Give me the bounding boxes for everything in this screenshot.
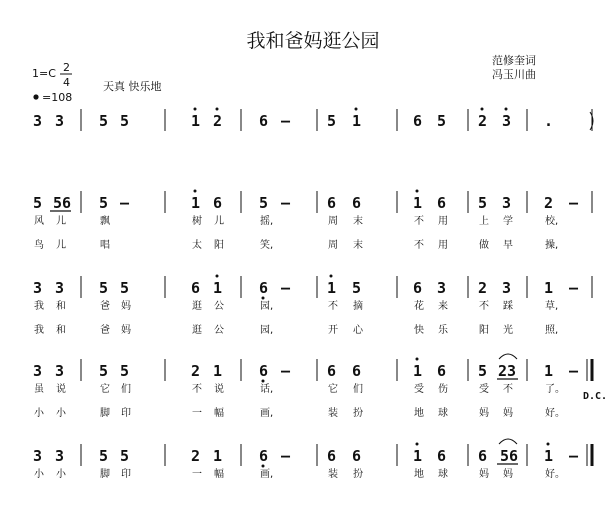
note: 1 [544, 362, 554, 380]
note: 5 [99, 447, 109, 465]
lyric-syllable: 妈 [503, 408, 513, 419]
note: 6 [352, 447, 362, 465]
note: 6 [478, 447, 488, 465]
extension-dash: – [281, 447, 291, 465]
extension-dash: – [281, 279, 291, 297]
lyric-syllable: 地 [414, 469, 424, 480]
extension-dash: – [569, 447, 579, 465]
lyric-syllable: 我 [34, 325, 44, 336]
lyric-syllable: 妈 [503, 469, 513, 480]
lyric-syllable: 鸟 [34, 240, 44, 251]
note: 5 [99, 194, 109, 212]
lyric-syllable: 一 [192, 469, 202, 480]
octave-down-dot [262, 297, 265, 300]
octave-up-dot [416, 443, 419, 446]
tempo-marking: =108 [42, 91, 73, 104]
lyricist-credit: 范修奎词 [492, 54, 536, 67]
lyric-syllable: 妈 [121, 325, 131, 336]
lyric-syllable: 印 [121, 408, 131, 419]
lyric-syllable: 它 [100, 384, 110, 395]
lyric-syllable: 好。 [545, 469, 565, 480]
lyric-syllable: 脚 [100, 469, 110, 480]
octave-up-dot [330, 275, 333, 278]
lyric-syllable: 幅 [214, 408, 224, 419]
slur-mark [499, 439, 517, 444]
lyric-syllable: 儿 [56, 216, 66, 227]
note: 5 [120, 362, 130, 380]
lyric-syllable: 话, [260, 384, 274, 395]
note: 6 [352, 362, 362, 380]
lyric-syllable: 园, [260, 325, 274, 336]
lyric-syllable: 小 [34, 469, 44, 480]
note: 3 [55, 362, 65, 380]
lyric-syllable: 不 [192, 384, 202, 395]
note: 56 [53, 194, 72, 212]
lyric-syllable: 周 [328, 240, 338, 251]
note: 5 [33, 194, 43, 212]
lyric-syllable: 操, [545, 240, 559, 251]
octave-up-dot [355, 108, 358, 111]
lyric-syllable: 脚 [100, 408, 110, 419]
lyric-syllable: 用 [438, 216, 448, 227]
lyric-syllable: 爸 [100, 301, 110, 312]
lyric-syllable: 不 [479, 301, 489, 312]
lyric-syllable: 和 [56, 325, 66, 336]
note: 6 [327, 447, 337, 465]
lyric-syllable: 说 [214, 384, 224, 395]
lyric-syllable: 扮 [353, 408, 363, 419]
lyric-syllable: 儿 [56, 240, 66, 251]
note: 5 [478, 194, 488, 212]
notation-staff [33, 108, 593, 481]
lyric-syllable: 逛 [192, 301, 202, 312]
quarter-note-icon [33, 94, 38, 99]
lyric-syllable: 扮 [353, 469, 363, 480]
octave-up-dot [547, 443, 550, 446]
lyric-syllable: 球 [438, 408, 448, 419]
extension-dash: – [569, 194, 579, 212]
note: 6 [437, 194, 447, 212]
lyric-syllable: 周 [328, 216, 338, 227]
lyric-syllable: 幅 [214, 469, 224, 480]
note: 2 [544, 194, 554, 212]
note: 2 [478, 112, 488, 130]
note: 6 [327, 362, 337, 380]
lyric-syllable: 和 [56, 301, 66, 312]
note: 2 [478, 279, 488, 297]
lyric-syllable: 太 [192, 240, 202, 251]
lyric-syllable: 逛 [192, 325, 202, 336]
note: 1 [413, 362, 423, 380]
note: 6 [352, 194, 362, 212]
lyric-syllable: 不 [503, 384, 513, 395]
note: 3 [55, 279, 65, 297]
note: 3 [33, 362, 43, 380]
octave-down-dot [262, 465, 265, 468]
lyric-syllable: 末 [353, 240, 363, 251]
note: 5 [327, 112, 337, 130]
lyric-syllable: 受 [479, 384, 489, 395]
note: 5 [99, 362, 109, 380]
lyric-syllable: 一 [192, 408, 202, 419]
lyric-syllable: 虽 [34, 384, 44, 395]
note: 3 [33, 447, 43, 465]
extension-dash: – [281, 362, 291, 380]
note: 3 [33, 279, 43, 297]
composer-credit: 冯玉川曲 [492, 68, 536, 81]
lyric-syllable: 草, [545, 301, 559, 312]
lyric-syllable: 妈 [121, 301, 131, 312]
lyric-syllable: 唱 [100, 240, 110, 251]
note: 6 [259, 447, 269, 465]
note: 6 [259, 362, 269, 380]
lyric-syllable: 装 [328, 469, 338, 480]
lyric-syllable: 照, [545, 325, 559, 336]
note: 2 [191, 362, 201, 380]
note: 6 [437, 447, 447, 465]
extension-dash: – [569, 279, 579, 297]
lyric-syllable: 做 [479, 240, 489, 251]
note: 5 [120, 447, 130, 465]
lyric-syllable: 末 [353, 216, 363, 227]
lyric-syllable: 画, [260, 408, 274, 419]
note: 1 [544, 447, 554, 465]
lyric-syllable: 它 [328, 384, 338, 395]
octave-up-dot [416, 190, 419, 193]
extension-dash: – [281, 112, 291, 130]
note: 1 [352, 112, 362, 130]
note: 6 [191, 279, 201, 297]
note: 2 [191, 447, 201, 465]
lyric-syllable: 阳 [214, 240, 224, 251]
octave-up-dot [216, 275, 219, 278]
lyric-syllable: 摇, [260, 216, 274, 227]
octave-up-dot [505, 108, 508, 111]
lyric-syllable: 学 [503, 216, 513, 227]
lyric-syllable: 了。 [545, 384, 565, 395]
lyric-syllable: 画, [260, 469, 274, 480]
note: 5 [99, 112, 109, 130]
note: 3 [33, 112, 43, 130]
note: 6 [437, 362, 447, 380]
lyric-syllable: 校, [545, 216, 559, 227]
lyric-syllable: 们 [353, 384, 363, 395]
note: 6 [259, 112, 269, 130]
lyric-syllable: 印 [121, 469, 131, 480]
lyric-syllable: 用 [438, 240, 448, 251]
note: 3 [502, 194, 512, 212]
lyric-syllable: 花 [414, 301, 424, 312]
note: 23 [498, 362, 517, 380]
note: 1 [544, 279, 554, 297]
note: 1 [413, 194, 423, 212]
lyric-syllable: 摘 [353, 301, 363, 312]
note: 5 [120, 279, 130, 297]
time-signature-top: 2 [63, 61, 70, 74]
extension-dash: – [281, 194, 291, 212]
lyric-syllable: 说 [56, 384, 66, 395]
dc-marking: D.C. [583, 391, 608, 402]
lyric-syllable: 不 [328, 301, 338, 312]
lyric-syllable: 早 [503, 240, 513, 251]
lyric-syllable: 快 [414, 325, 424, 336]
lyric-syllable: 来 [438, 301, 448, 312]
octave-down-dot [262, 380, 265, 383]
lyric-syllable: 飘 [100, 216, 110, 227]
note: 3 [55, 112, 65, 130]
lyric-syllable: 风 [34, 216, 44, 227]
note: 6 [413, 112, 423, 130]
octave-up-dot [416, 358, 419, 361]
lyric-syllable: 儿 [214, 216, 224, 227]
slur-mark [499, 354, 517, 359]
note: 1 [413, 447, 423, 465]
note: 5 [99, 279, 109, 297]
lyric-syllable: 不 [414, 216, 424, 227]
lyric-syllable: 装 [328, 408, 338, 419]
lyric-syllable: 地 [414, 408, 424, 419]
lyric-syllable: 心 [353, 325, 363, 336]
octave-up-dot [216, 108, 219, 111]
song-title: 我和爸妈逛公园 [246, 30, 380, 52]
lyric-syllable: 笑, [260, 240, 274, 251]
lyric-syllable: 园, [260, 301, 274, 312]
note: 6 [259, 279, 269, 297]
time-signature-bottom: 4 [63, 76, 70, 89]
note: . [544, 112, 554, 130]
lyric-syllable: 爸 [100, 325, 110, 336]
note: 3 [55, 447, 65, 465]
note: 56 [500, 447, 519, 465]
lyric-syllable: 光 [503, 325, 513, 336]
lyric-syllable: 们 [121, 384, 131, 395]
lyric-syllable: 妈 [479, 408, 489, 419]
lyric-syllable: 公 [214, 325, 224, 336]
lyric-syllable: 阳 [479, 325, 489, 336]
lyric-syllable: 我 [34, 301, 44, 312]
extension-dash: – [569, 362, 579, 380]
note: 3 [437, 279, 447, 297]
octave-up-dot [194, 108, 197, 111]
note: 2 [213, 112, 223, 130]
lyric-syllable: 伤 [438, 384, 448, 395]
note: 5 [478, 362, 488, 380]
note: 1 [191, 112, 201, 130]
note: 3 [502, 279, 512, 297]
note: 1 [213, 447, 223, 465]
lyric-syllable: 不 [414, 240, 424, 251]
note: 6 [413, 279, 423, 297]
lyric-syllable: 好。 [545, 408, 565, 419]
note: 6 [327, 194, 337, 212]
extension-dash: – [120, 194, 130, 212]
note: 3 [502, 112, 512, 130]
note: 1 [327, 279, 337, 297]
note: 5 [437, 112, 447, 130]
lyric-syllable: 小 [34, 408, 44, 419]
expression-marking: 天真 快乐地 [103, 80, 162, 93]
lyric-syllable: 小 [56, 408, 66, 419]
lyric-syllable: 开 [328, 325, 338, 336]
lyric-syllable: 树 [192, 216, 202, 227]
lyric-syllable: 上 [479, 216, 489, 227]
octave-up-dot [194, 190, 197, 193]
note: 6 [213, 194, 223, 212]
note: 1 [191, 194, 201, 212]
note: 5 [120, 112, 130, 130]
note: 1 [213, 279, 223, 297]
note: 1 [213, 362, 223, 380]
lyric-syllable: 球 [438, 469, 448, 480]
octave-up-dot [481, 108, 484, 111]
lyric-syllable: 乐 [438, 325, 448, 336]
note: 5 [352, 279, 362, 297]
key-signature: 1=C [32, 67, 56, 80]
note: 5 [259, 194, 269, 212]
lyric-syllable: 踩 [503, 301, 513, 312]
lyric-syllable: 公 [214, 301, 224, 312]
lyric-syllable: 受 [414, 384, 424, 395]
lyric-syllable: 妈 [479, 469, 489, 480]
lyric-syllable: 小 [56, 469, 66, 480]
